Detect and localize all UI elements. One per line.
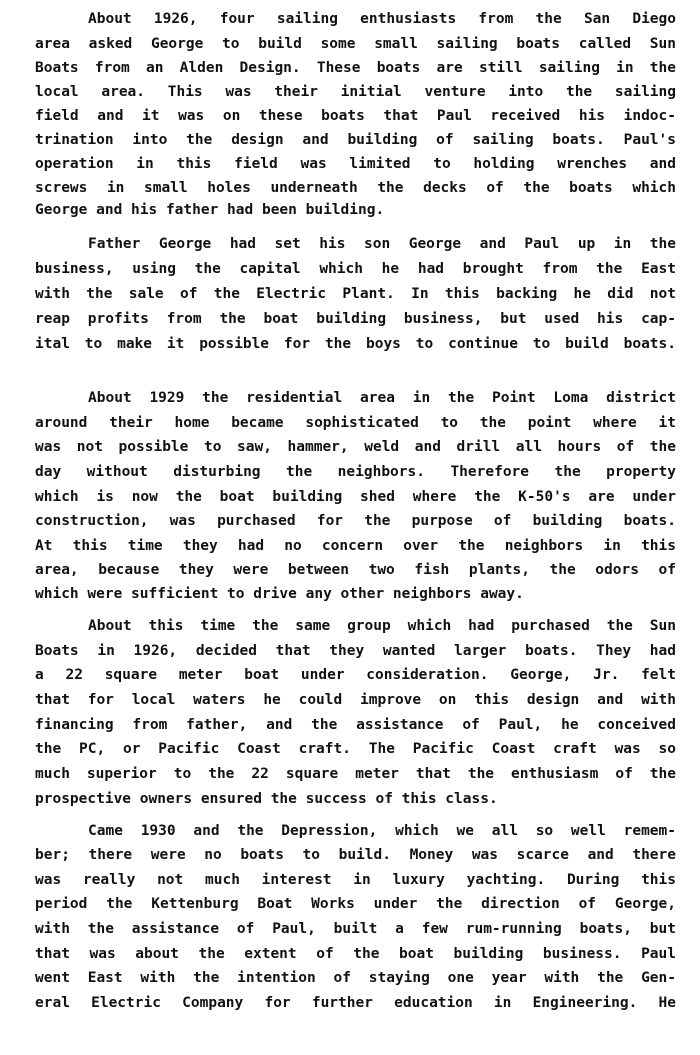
text-line: At this time they had no concern over the neighbors in this	[35, 538, 676, 554]
text-line: trination into the design and building of sailing boats. Paul's	[35, 132, 676, 148]
text-line: About this time the same group which had purchased the Sun	[88, 618, 676, 634]
text-line: business, using the capital which he had brought from the East	[35, 261, 676, 277]
text-line: area asked George to build some small sailing boats called Sun	[35, 36, 676, 52]
text-line: ital to make it possible for the boys to continue to build boats.	[35, 336, 676, 352]
text-line: that was about the extent of the boat building business. Paul	[35, 946, 676, 962]
text-line: which were sufficient to drive any other neighbors away.	[35, 586, 524, 602]
text-line: was not possible to saw, hammer, weld and drill all hours of the	[35, 439, 676, 455]
text-line: day without disturbing the neighbors. Therefore the property	[35, 464, 676, 480]
text-line: Boats from an Alden Design. These boats are still sailing in the	[35, 60, 676, 76]
text-line: prospective owners ensured the success of this class.	[35, 791, 498, 807]
text-line: area, because they were between two fish plants, the odors of	[35, 562, 676, 578]
text-line: local area. This was their initial venture into the sailing	[35, 84, 676, 100]
text-line: period the Kettenburg Boat Works under the direction of George,	[35, 896, 676, 912]
text-line: went East with the intention of staying one year with the Gen-	[35, 970, 676, 986]
text-line: much superior to the 22 square meter that the enthusiasm of the	[35, 766, 676, 782]
text-line: which is now the boat building shed where the K-50's are under	[35, 489, 676, 505]
text-line: with the sale of the Electric Plant. In this backing he did not	[35, 286, 676, 302]
text-line: that for local waters he could improve on this design and with	[35, 692, 676, 708]
text-line: screws in small holes underneath the decks of the boats which	[35, 180, 676, 196]
text-line: financing from father, and the assistance of Paul, he conceived	[35, 717, 676, 733]
text-line: ber; there were no boats to build. Money was scarce and there	[35, 847, 676, 863]
text-line: About 1926, four sailing enthusiasts from the San Diego	[88, 11, 676, 27]
text-line: George and his father had been building.	[35, 202, 385, 218]
text-line: was really not much interest in luxury yachting. During this	[35, 872, 676, 888]
text-line: eral Electric Company for further education in Engineering. He	[35, 995, 676, 1011]
text-line: around their home became sophisticated to the point where it	[35, 415, 676, 431]
text-line: operation in this field was limited to holding wrenches and	[35, 156, 676, 172]
text-line: construction, was purchased for the purpose of building boats.	[35, 513, 676, 529]
text-line: Father George had set his son George and Paul up in the	[88, 236, 676, 252]
text-line: About 1929 the residential area in the Point Loma district	[88, 390, 676, 406]
text-line: with the assistance of Paul, built a few rum-running boats, but	[35, 921, 676, 937]
text-line: reap profits from the boat building business, but used his cap-	[35, 311, 676, 327]
text-line: field and it was on these boats that Paul received his indoc-	[35, 108, 676, 124]
text-line: the PC, or Pacific Coast craft. The Pacific Coast craft was so	[35, 741, 676, 757]
text-line: a 22 square meter boat under consideration. George, Jr. felt	[35, 667, 676, 683]
text-line: Boats in 1926, decided that they wanted larger boats. They had	[35, 643, 676, 659]
text-line: Came 1930 and the Depression, which we all so well remem-	[88, 823, 676, 839]
